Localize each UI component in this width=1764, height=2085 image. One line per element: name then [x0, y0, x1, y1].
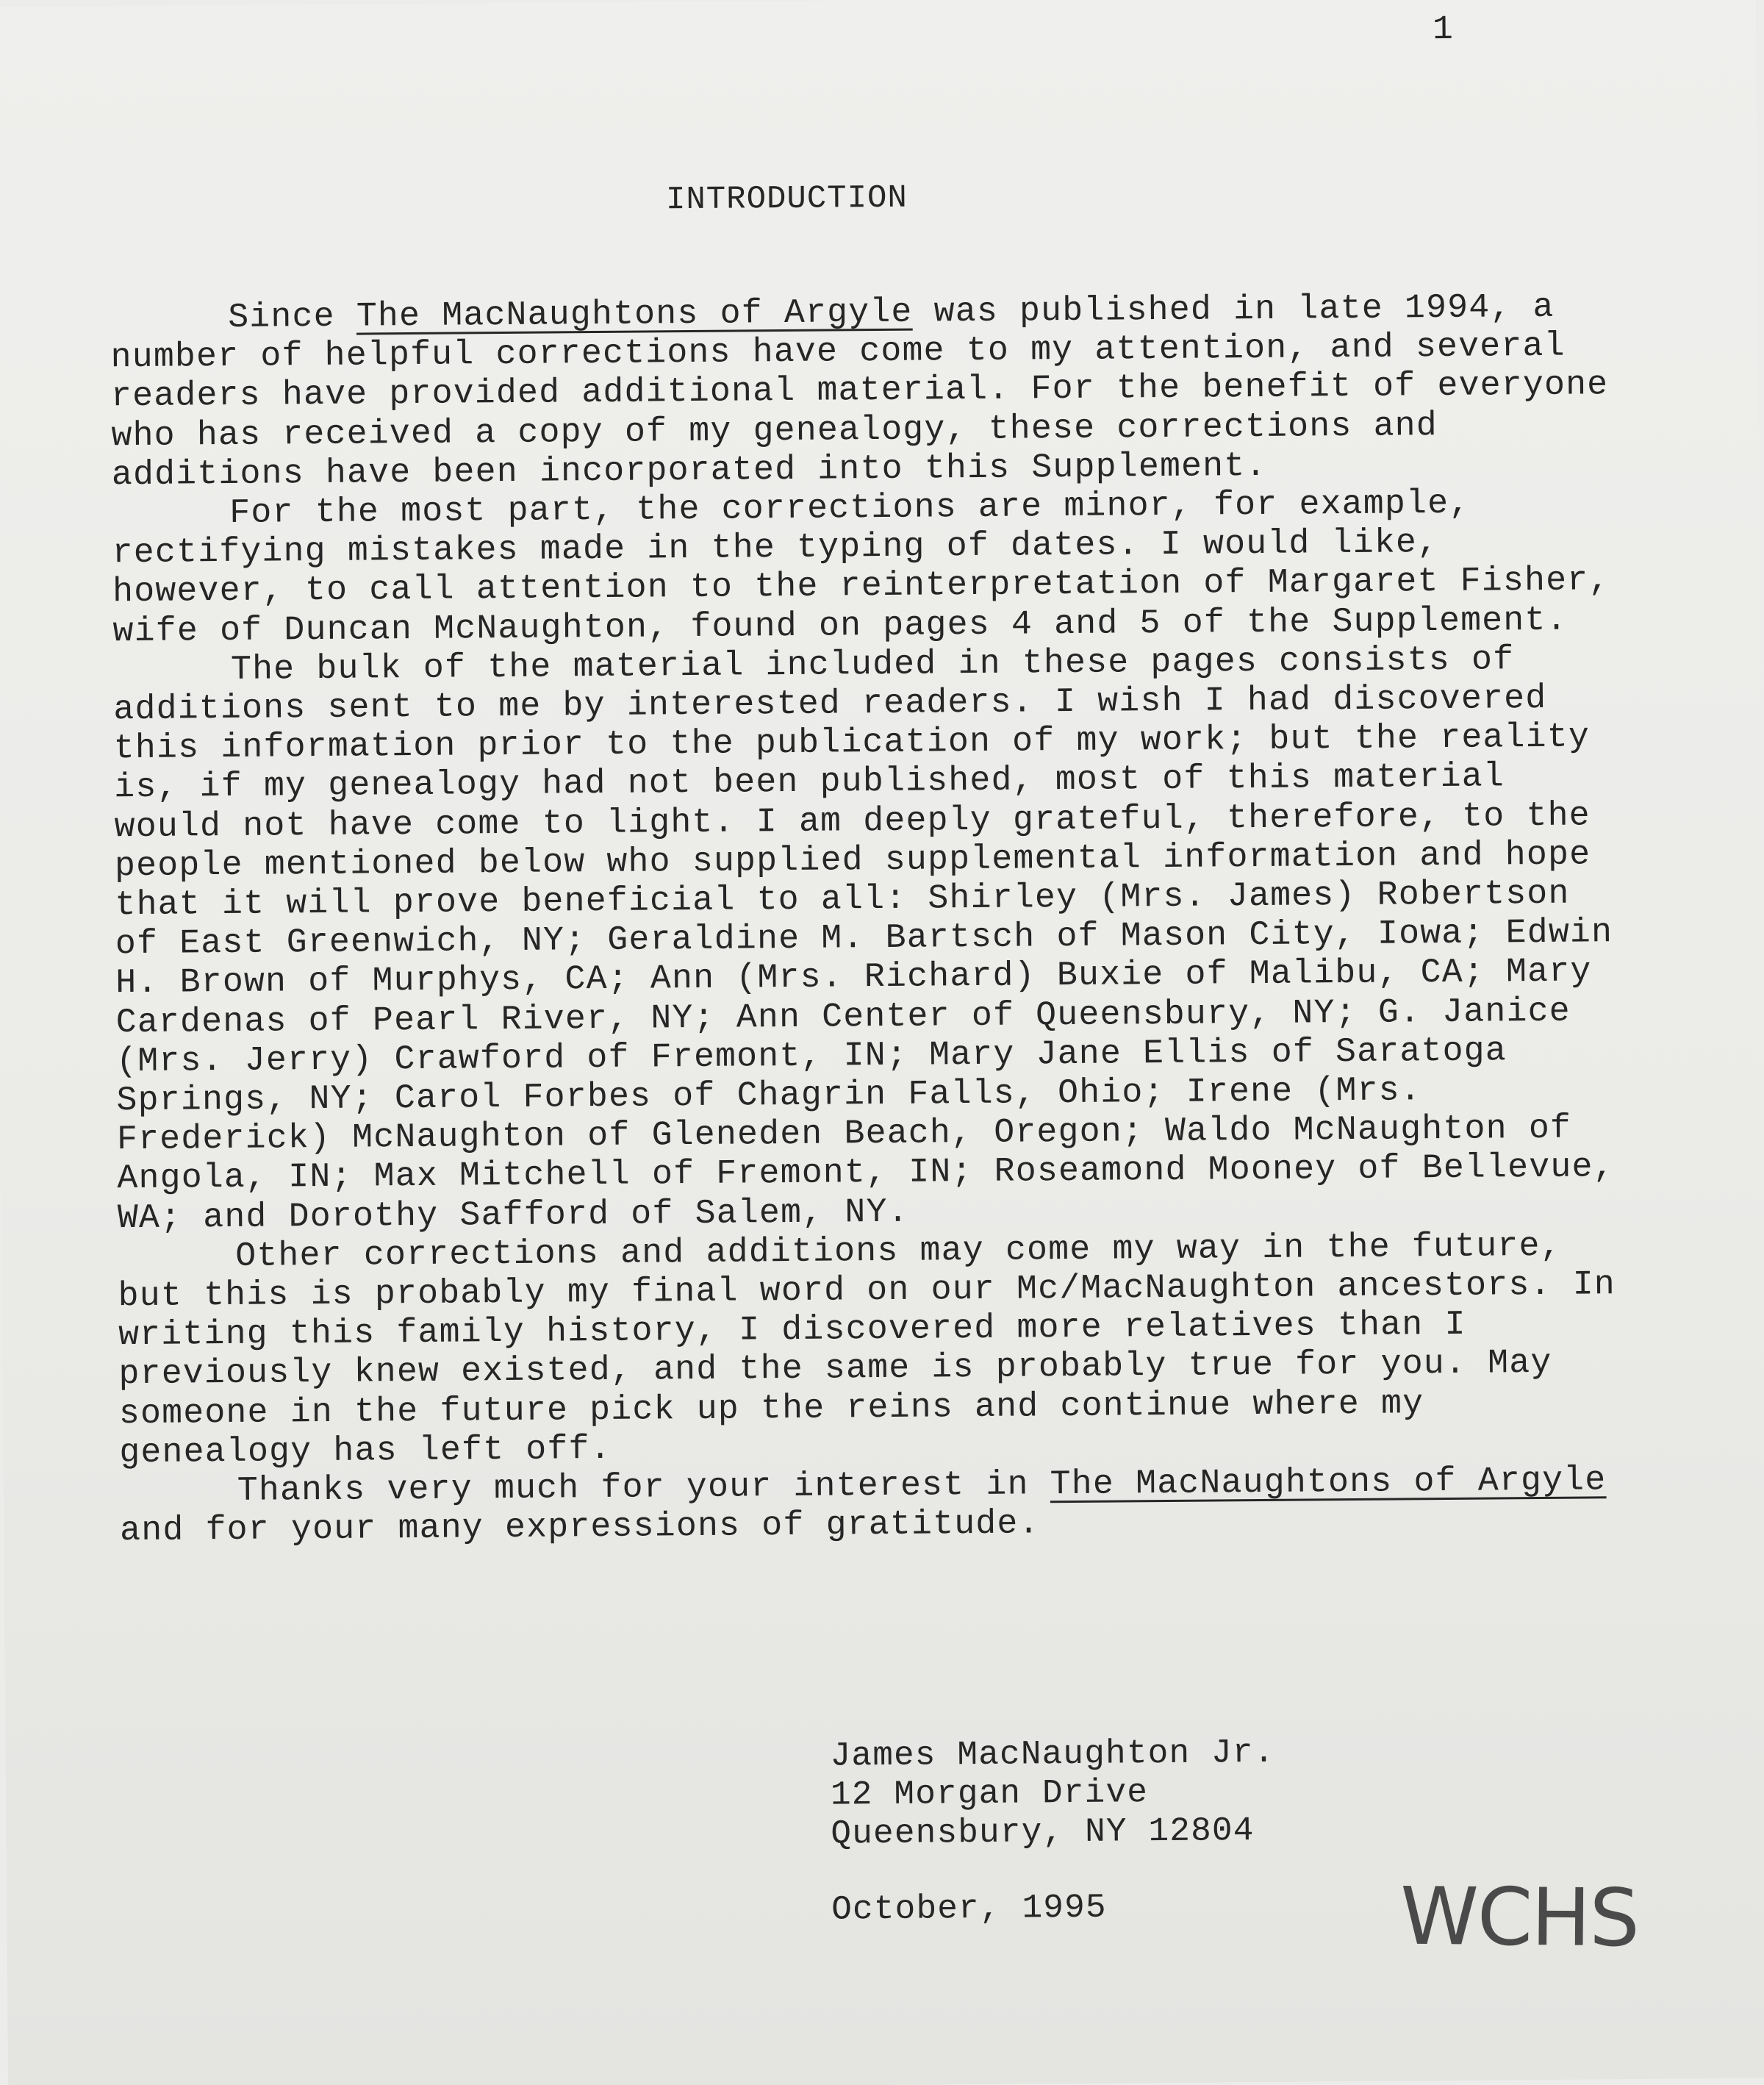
author-street: 12 Morgan Drive: [830, 1773, 1149, 1814]
watermark-logo: WCHS: [1399, 1870, 1639, 1965]
paragraph-3: The bulk of the material included in these pages consists of additions sent to me by interested readers. I wish I had discovered this information prior to the publication of my work; but the reality is, if my genealogy had not been published, most of this material would not have come to light. I am deeply grateful, therefore, to the people mentioned below who supplied supplemental information and hope that it will prove beneficial to all: Shirley (Mrs. James) Robertson of East Greenwich, NY; Geraldine M. Bartsch of Mason City, Iowa; Edwin H. Brown of Murphys, CA; Ann (Mrs. Richard) Buxie of Malibu, CA; Mary Cardenas of Pearl River, NY; Ann Center of Queensbury, NY; G. Janice (Mrs. Jerry) Crawford of Fremont, IN; Mary Jane Ellis of Saratoga Springs, NY; Carol Forbes of Chagrin Falls, Ohio; Irene (Mrs. Frederick) McNaughton of Gleneden Beach, Oregon; Waldo McNaughton of Angola, IN; Max Mitchell of Fremont, IN; Roseamond Mooney of Bellevue, WA; and Dorothy Safford of Salem, NY.: [113, 640, 1615, 1237]
page-title: INTRODUCTION: [665, 179, 908, 219]
paragraph-2: For the most part, the corrections are minor, for example, rectifying mistakes made in the typing of dates. I would like, however, to call attention to the reinterpretation of Margaret Fisher, wife of Duncan McNaughton, found on pages 4 and 5 of the Supplement.: [112, 483, 1610, 651]
book-title: The MacNaughtons of Argyle: [1050, 1460, 1607, 1504]
author-name: James MacNaughton Jr.: [830, 1733, 1275, 1775]
introduction-body: [110, 287, 1634, 1551]
page-number: 1: [1432, 10, 1454, 49]
paragraph-5-rest: and for your many expressions of gratitude.: [119, 1503, 1040, 1551]
book-title: The MacNaughtons of Argyle: [356, 292, 913, 336]
letter-date: October, 1995: [831, 1888, 1107, 1929]
paragraph-5: [120, 1460, 1635, 1551]
paragraph-4: Other corrections and additions may come my way in the future, but this is probably my final word on our Mc/MacNaughton ancestors. In writing this family history, I discovered more relatives than I previously knew existed, and the same is probably true for you. May someone in the future pick up the reins and continue where my genealogy has left off.: [118, 1226, 1616, 1473]
paragraph-1-rest: was published in late 1994, a number of helpful corrections have come to my attention, and several readers have provided additional material. For the benefit of everyone who has received a copy of my genealogy, these corrections and additions have been incorporated into this Supplement.: [110, 287, 1609, 495]
paragraph-1: [110, 287, 1626, 494]
signature-block: [830, 1734, 1276, 1930]
paragraph-5-lead: Thanks very much for your interest in: [237, 1464, 1050, 1511]
paragraph-1-lead: Since: [228, 296, 357, 337]
author-city: Queensbury, NY 12804: [831, 1812, 1255, 1853]
